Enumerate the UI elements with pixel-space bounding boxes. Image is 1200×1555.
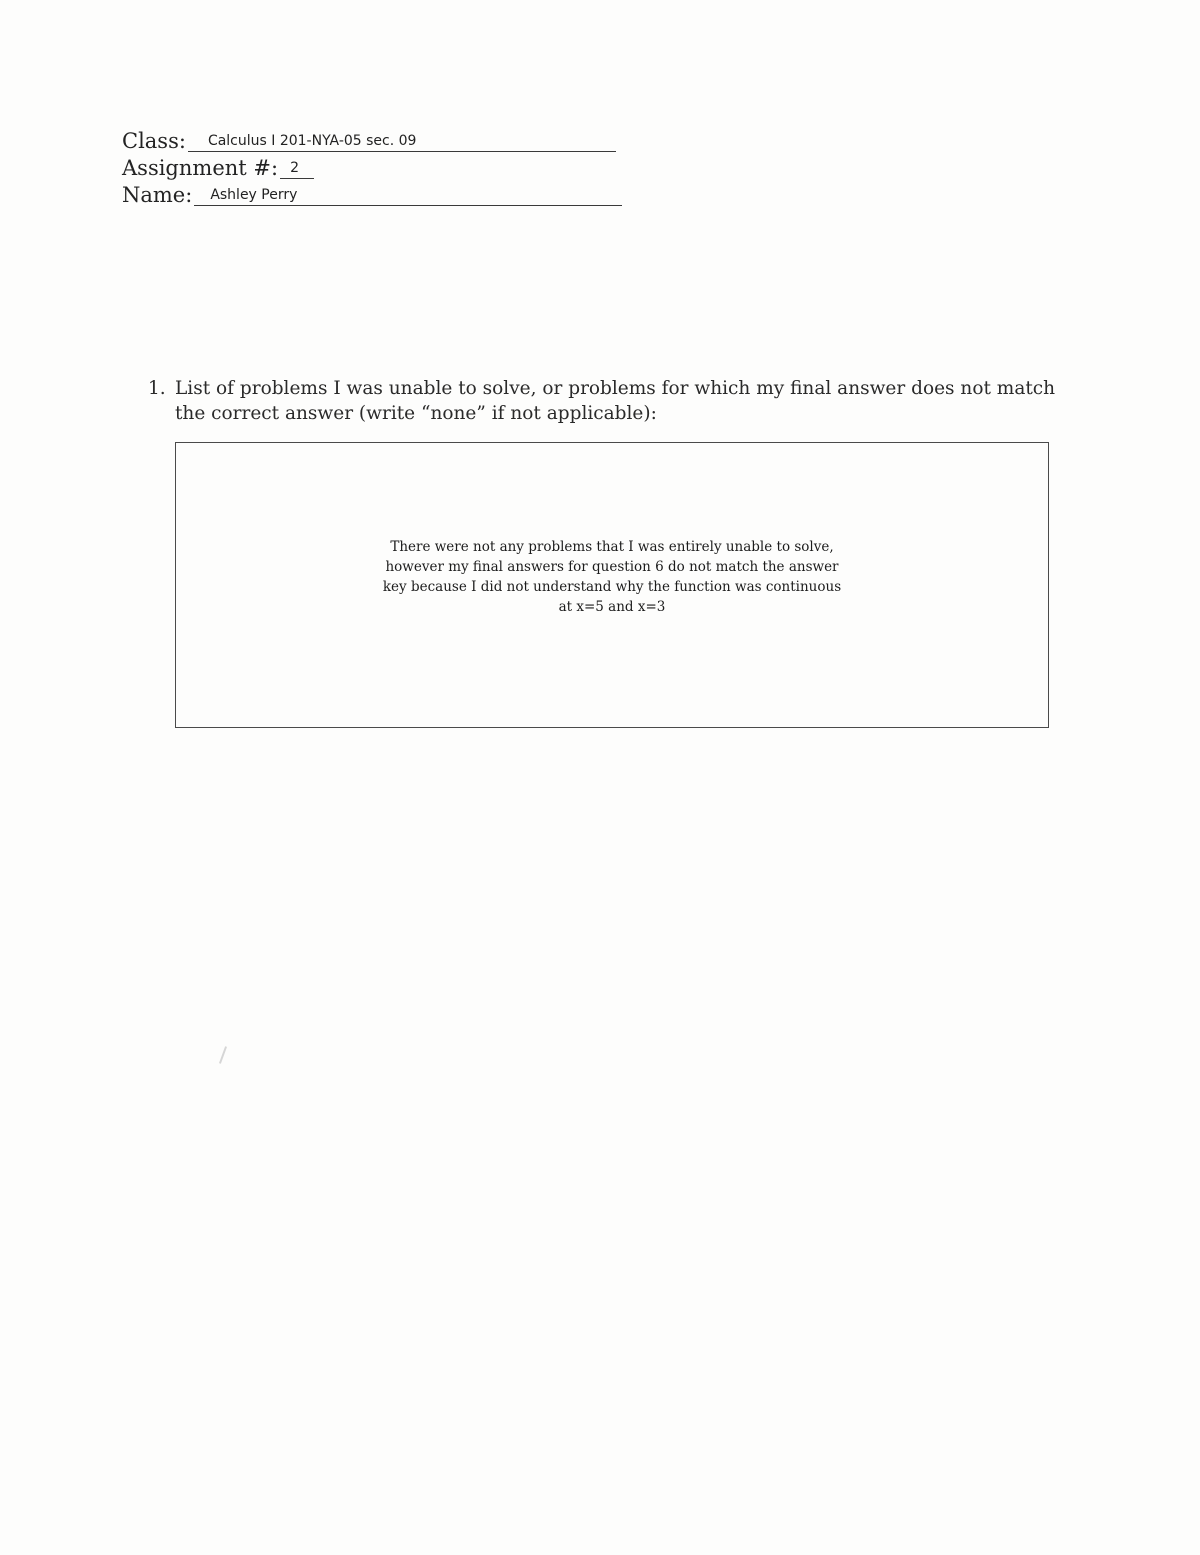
name-field <box>122 184 622 206</box>
answer-text <box>176 537 1048 617</box>
class-value: Calculus I 201-NYA-05 sec. 09 <box>207 133 417 149</box>
name-value: Ashley Perry <box>210 187 298 203</box>
assignment-line <box>280 158 314 179</box>
answer-box <box>175 442 1049 728</box>
answer-line: There were not any problems that I was entirely unable to solve, <box>390 539 834 555</box>
name-label: Name: <box>122 183 193 207</box>
assignment-label: Assignment #: <box>122 156 279 180</box>
name-line <box>194 185 622 206</box>
assignment-field <box>122 157 314 179</box>
answer-line: key because I did not understand why the function was continuous <box>382 579 842 595</box>
class-field <box>122 130 616 152</box>
assignment-value: 2 <box>290 160 299 176</box>
answer-line: however my final answers for question 6 do not match the answer <box>385 559 839 575</box>
answer-line: at x=5 and x=3 <box>558 599 666 615</box>
question-number: 1. <box>148 378 166 399</box>
stray-mark <box>219 1046 227 1064</box>
class-label: Class: <box>122 129 186 153</box>
question-text: List of problems I was unable to solve, or problems for which my final answer does not match the correct answer (write “none” if not applicable): <box>175 378 1056 424</box>
class-line <box>188 131 616 152</box>
question-1 <box>148 376 1058 426</box>
